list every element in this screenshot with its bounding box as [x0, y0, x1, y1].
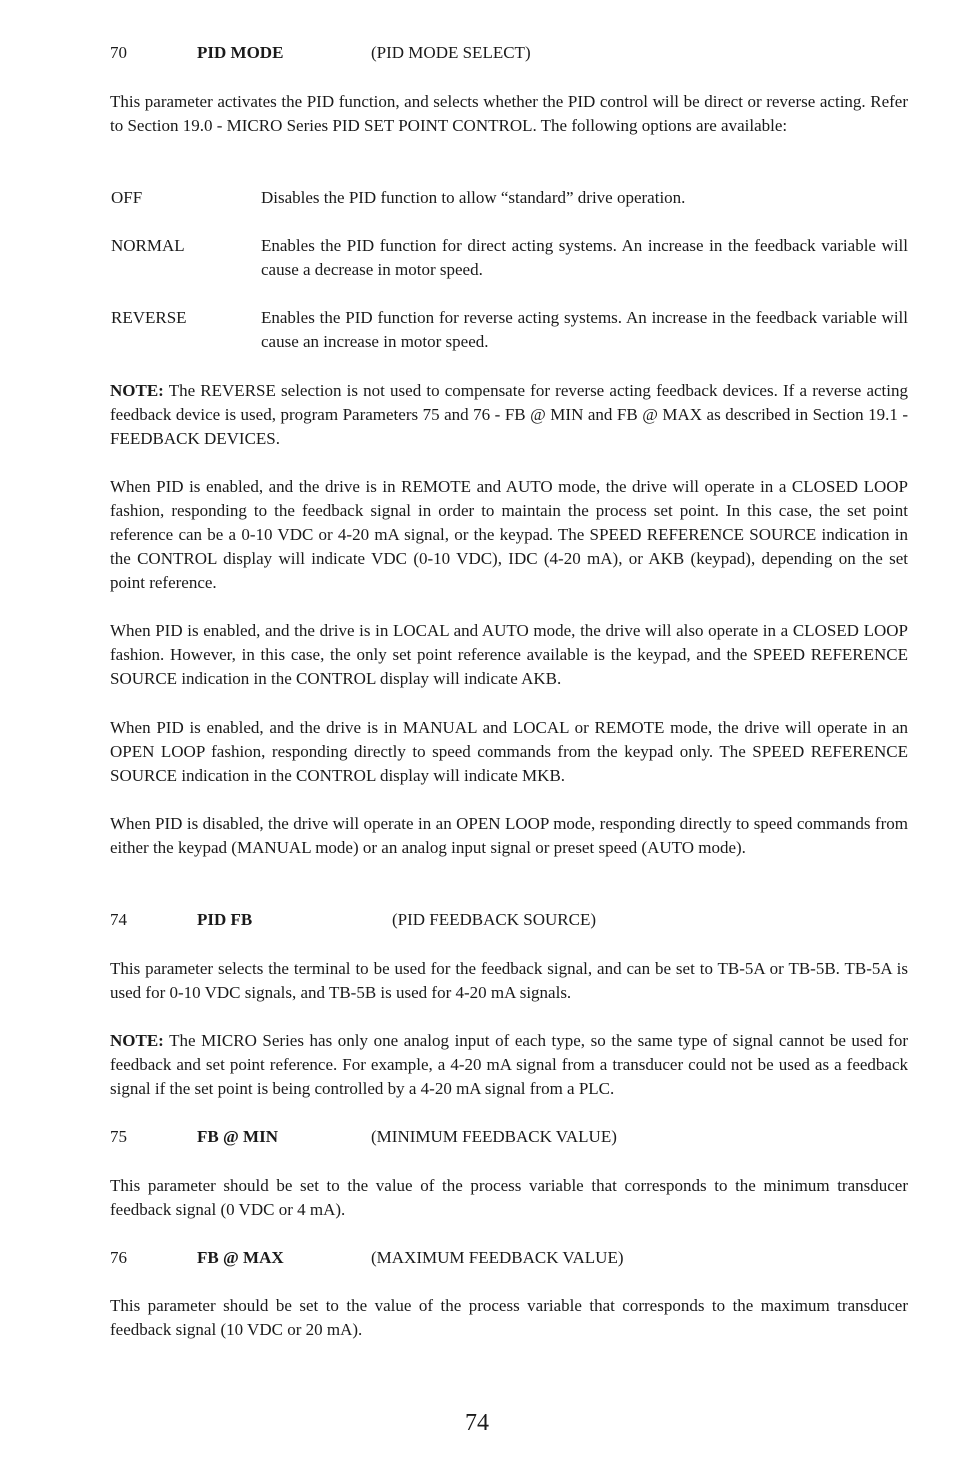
- param-70-intro: This parameter activates the PID function, and selects whether the PID control will be direct or reverse acting. Refer to Section 19.0 - MICRO Series PID SET POINT CONTROL. The following options are available:: [110, 92, 908, 135]
- param-number: 76: [110, 1248, 127, 1267]
- param-name: FB @ MAX: [197, 1248, 284, 1267]
- option-off: [0, 186, 954, 210]
- param-74-text: This parameter selects the terminal to be used for the feedback signal, and can be set to TB-5A or TB-5B. TB-5A is used for 0-10 VDC signals, and TB-5B is used for 4-20 mA signals.: [110, 959, 908, 1002]
- param-75-text: This parameter should be set to the value of the process variable that corresponds to the minimum transducer feedback signal (0 VDC or 4 mA).: [110, 1176, 908, 1219]
- param-name: FB @ MIN: [197, 1127, 278, 1146]
- option-label: REVERSE: [111, 308, 187, 327]
- page-number: 74: [465, 1410, 489, 1436]
- note-text: The REVERSE selection is not used to compensate for reverse acting feedback devices. If a reverse acting feedback device is used, program Parameters 75 and 76 - FB @ MIN and FB @ MAX as described in Section 19.1 - FEEDBACK DEVICES.: [110, 381, 908, 448]
- pid-manual-paragraph: When PID is enabled, and the drive is in MANUAL and LOCAL or REMOTE mode, the drive will operate in an OPEN LOOP fashion, responding directly to speed commands from the keypad only. The SPEED REFERENCE SOURCE indication in the CONTROL display will indicate MKB.: [110, 718, 908, 785]
- note-analog-inputs: [110, 1029, 908, 1101]
- param-75-header: [0, 1125, 954, 1149]
- param-70-header: [0, 41, 954, 65]
- option-description: Enables the PID function for direct acting systems. An increase in the feedback variable will cause a decrease in motor speed.: [261, 236, 908, 279]
- param-description: (PID FEEDBACK SOURCE): [392, 910, 597, 929]
- note-text: The MICRO Series has only one analog input of each type, so the same type of signal cannot be used for feedback and set point reference. For example, a 4-20 mA signal from a transducer could not be used as a feedback signal if the set point is being controlled by a 4-20 mA signal from a PLC.: [110, 1031, 908, 1098]
- param-description: (PID MODE SELECT): [371, 43, 531, 62]
- param-76-header: [0, 1246, 954, 1270]
- option-description: Disables the PID function to allow “standard” drive operation.: [261, 188, 686, 207]
- note-label: NOTE:: [110, 1031, 164, 1050]
- option-normal: [0, 234, 954, 282]
- option-reverse: [0, 306, 954, 354]
- option-label: NORMAL: [111, 236, 185, 255]
- param-number: 70: [110, 43, 127, 62]
- param-name: PID FB: [197, 910, 253, 929]
- param-number: 75: [110, 1127, 127, 1146]
- option-label: OFF: [111, 188, 143, 207]
- param-name: PID MODE: [197, 43, 284, 62]
- pid-local-auto-paragraph: When PID is enabled, and the drive is in LOCAL and AUTO mode, the drive will also operate in a CLOSED LOOP fashion. However, in this case, the only set point reference available is the keypad, and the SPEED REFERENCE SOURCE indication in the CONTROL display will indicate AKB.: [110, 621, 908, 688]
- param-number: 74: [110, 910, 127, 929]
- pid-disabled-paragraph: When PID is disabled, the drive will operate in an OPEN LOOP mode, responding directly to speed commands from either the keypad (MANUAL mode) or an analog input signal or preset speed (AUTO mode).: [110, 814, 908, 857]
- param-description: (MINIMUM FEEDBACK VALUE): [371, 1127, 617, 1146]
- param-description: (MAXIMUM FEEDBACK VALUE): [371, 1248, 624, 1267]
- pid-remote-auto-paragraph: When PID is enabled, and the drive is in REMOTE and AUTO mode, the drive will operate in a CLOSED LOOP fashion, responding to the feedback signal in order to maintain the process set point. In this case, the set point reference can be a 0-10 VDC or 4-20 mA signal, or the keypad. The SPEED REFERENCE SOURCE indication in the CONTROL display will indicate VDC (0-10 VDC), IDC (4-20 mA), or AKB (keypad), depending on the set point reference.: [110, 477, 908, 592]
- param-76-text: This parameter should be set to the value of the process variable that corresponds to the maximum transducer feedback signal (10 VDC or 20 mA).: [110, 1296, 908, 1339]
- option-description: Enables the PID function for reverse acting systems. An increase in the feedback variable will cause an increase in motor speed.: [261, 308, 908, 351]
- note-label: NOTE:: [110, 381, 164, 400]
- param-74-header: [0, 908, 954, 932]
- note-reverse-selection: [110, 379, 908, 451]
